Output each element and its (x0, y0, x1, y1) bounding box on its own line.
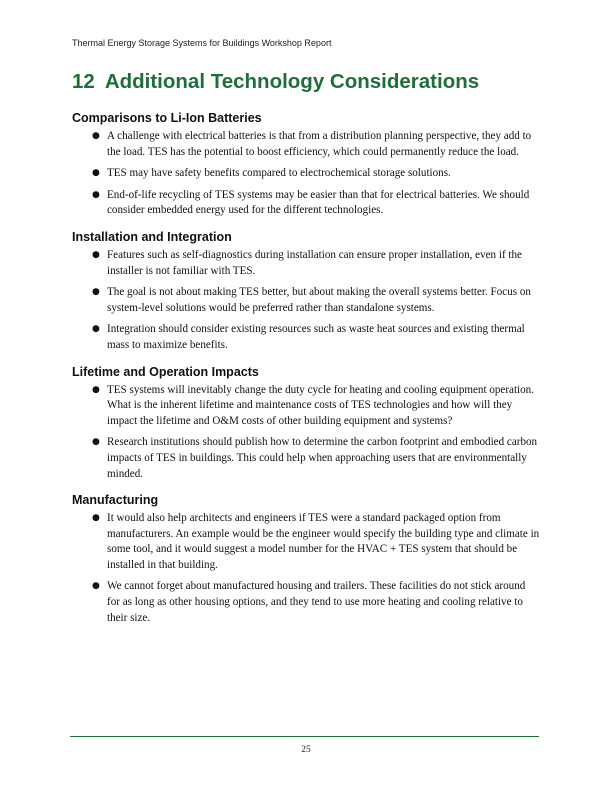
bullet-text: A challenge with electrical batteries is that from a distribution planning perspective, they add to the load. TES has the potential to boost efficiency, which could permanently reduce the load. (107, 130, 532, 158)
bullet-item (72, 285, 540, 316)
section-heading: Lifetime and Operation Impacts (72, 364, 259, 379)
bullet-text: End-of-life recycling of TES systems may be easier than that for electrical batteries. We should consider embedded energy used for the different technologies. (107, 188, 530, 217)
bullet-list (72, 511, 540, 626)
bullet-item (72, 511, 540, 573)
section-li-ion-comparison (72, 110, 540, 219)
footer-divider (70, 736, 539, 737)
bullet-item (72, 579, 540, 626)
bullet-text: TES may have safety benefits compared to electrochemical storage solutions. (107, 167, 451, 180)
bullet-icon: ● (92, 249, 100, 260)
bullet-text: TES systems will inevitably change the duty cycle for heating and cooling equipment operation. What is the inherent lifetime and maintenance costs of TES technologies and how will they impact the lifetime and O&M costs of other building equipment and systems? (107, 383, 535, 427)
bullet-item (72, 383, 540, 430)
bullet-icon: ● (92, 287, 100, 298)
bullet-icon: ● (92, 384, 100, 395)
bullet-icon: ● (92, 581, 100, 592)
bullet-icon: ● (92, 513, 100, 524)
bullet-text: Features such as self-diagnostics during installation can ensure proper installation, even if the installer is not familiar with TES. (107, 248, 522, 277)
section-lifetime-operation (72, 364, 540, 483)
section-heading: Manufacturing (72, 493, 159, 508)
bullet-item (72, 166, 540, 182)
bullet-list (72, 383, 540, 483)
chapter-title (72, 70, 479, 94)
bullet-text: It would also help architects and engineers if TES were a standard packaged option from manufacturers. An example would be the engineer would specify the building type and climate in some tool, and it would suggest a model number for the HVAC + TES system that should be installed in that building. (107, 512, 540, 571)
bullet-icon: ● (92, 324, 100, 335)
section-installation-integration (72, 229, 540, 354)
chapter-number: 12 (72, 70, 95, 93)
bullet-icon: ● (92, 168, 100, 179)
bullet-icon: ● (92, 189, 100, 200)
bullet-item (72, 435, 540, 482)
bullet-icon: ● (92, 131, 100, 141)
bullet-text: Research institutions should publish how to determine the carbon footprint and embodied carbon impacts of TES in buildings. This could help when approaching users that are environmentally minded. (107, 436, 538, 480)
bullet-text: Integration should consider existing resources such as waste heat sources and existing thermal mass to maximize benefits. (107, 323, 525, 351)
bullet-text: The goal is not about making TES better, but about making the overall systems better. Focus on system-level solutions would be preferred rather than standalone systems. (107, 286, 531, 314)
bullet-item (72, 188, 540, 219)
bullet-icon: ● (92, 437, 100, 448)
bullet-list (72, 129, 540, 219)
bullet-text: We cannot forget about manufactured housing and trailers. These facilities do not stick around for as long as other housing options, and they tend to use more heating and cooling relative to their size. (107, 580, 526, 624)
bullet-list (72, 248, 540, 354)
running-header: Thermal Energy Storage Systems for Buildings Workshop Report (72, 38, 332, 48)
main-content (72, 110, 540, 626)
section-manufacturing (72, 492, 540, 626)
section-heading: Comparisons to Li-Ion Batteries (72, 111, 262, 125)
bullet-item (72, 129, 540, 160)
chapter-title-text: Additional Technology Considerations (104, 70, 480, 93)
page-number: 25 (301, 745, 311, 755)
bullet-item (72, 248, 540, 279)
bullet-item (72, 322, 540, 353)
section-heading: Installation and Integration (72, 229, 232, 244)
